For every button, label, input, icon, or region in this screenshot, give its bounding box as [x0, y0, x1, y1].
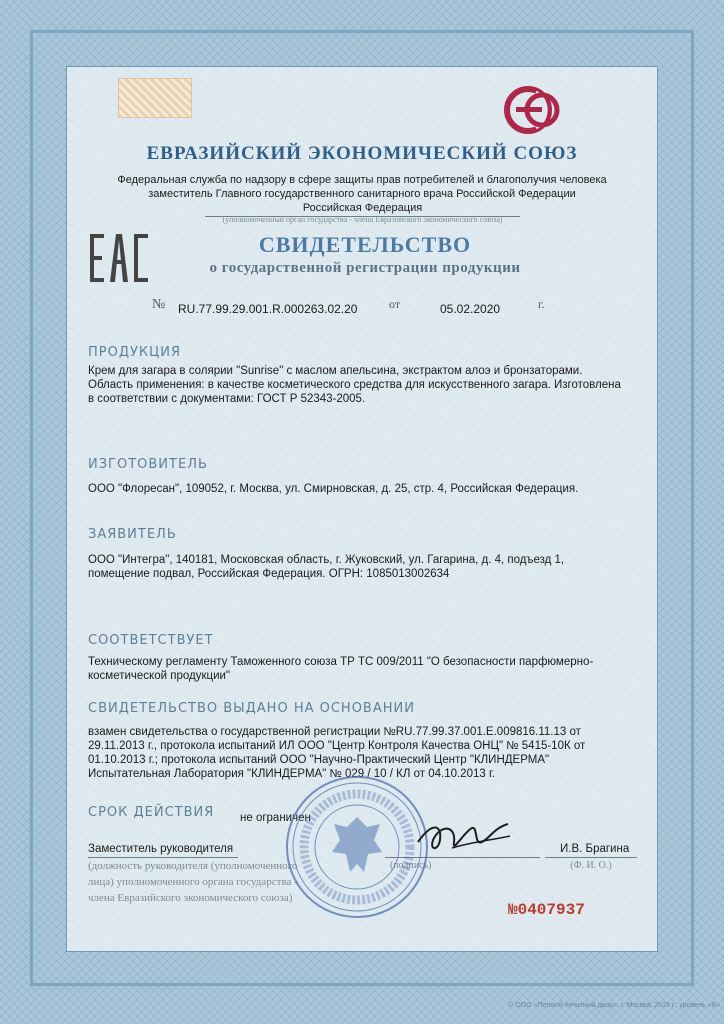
authority-line-3: Российская Федерация [205, 201, 520, 217]
manufacturer-heading: ИЗГОТОВИТЕЛЬ [88, 457, 208, 472]
number-label: № [152, 297, 166, 312]
product-line-2: Область применения: в качестве косметического средства для искусственного загара. Изготовлена [88, 379, 621, 391]
position-underline [88, 857, 238, 858]
hologram-patch [118, 78, 192, 118]
handwritten-signature [412, 812, 512, 858]
basis-line-2: 29.11.2013 г., протокола испытаний ИЛ ООО "Центр Контроля Качества ОНЦ" № 5415-10К от [88, 740, 586, 752]
signatory-name: И.В. Брагина [560, 843, 630, 855]
eac-mark-icon [88, 232, 150, 284]
authority-caption: (уполномоченный орган государства - члена Евразийского экономического союза) [222, 215, 503, 224]
applicant-line-2: помещение подвал, Российская Федерация. ОГРН: 1085013002634 [88, 568, 450, 580]
position-caption-3: члена Евразийского экономического союза) [88, 892, 293, 904]
basis-line-1: взамен свидетельства о государственной регистрации №RU.77.99.37.001.Е.009816.11.13 от [88, 726, 581, 738]
product-line-3: в соответствии с документами: ГОСТ Р 52343-2005. [88, 393, 366, 405]
signatory-position: Заместитель руководителя [88, 843, 234, 855]
conforms-line-1: Техническому регламенту Таможенного союза ТР ТС 009/2011 "О безопасности парфюмерно- [88, 656, 594, 668]
authority-line-1: Федеральная служба по надзору в сфере защиты прав потребителей и благополучия человека [117, 174, 607, 186]
certificate-title: СВИДЕТЕЛЬСТВО [258, 232, 472, 257]
name-caption: (Ф. И. О.) [570, 860, 612, 871]
union-title: ЕВРАЗИЙСКИЙ ЭКОНОМИЧЕСКИЙ СОЮЗ [146, 143, 578, 164]
serial-number: №0407937 [508, 901, 585, 919]
applicant-line-1: ООО "Интегра", 140181, Московская область, г. Жуковский, ул. Гагарина, д. 4, подъезд 1, [88, 554, 565, 566]
authority-line-2: заместитель Главного государственного санитарного врача Российской Федерации [148, 188, 576, 200]
basis-line-3: 01.10.2013 г.; протокола испытаний ООО "Научно-Практический Центр "КЛИНДЕРМА" [88, 754, 550, 766]
certificate-subtitle: о государственной регистрации продукции [209, 260, 521, 276]
position-caption-2: лица) уполномоченного органа государства - [88, 876, 298, 888]
date-label: от [389, 297, 401, 311]
certificate-date: 05.02.2020 [440, 302, 501, 316]
position-caption-1: (должность руководителя (уполномоченного [88, 860, 298, 872]
printer-imprint: © ООО «Первый печатный двор», г. Москва, 2019 г., уровень «В» [508, 1002, 720, 1009]
manufacturer-line-1: ООО "Флоресан", 109052, г. Москва, ул. Смирновская, д. 25, стр. 4, Российская Федерация. [88, 483, 579, 495]
conforms-heading: СООТВЕТСТВУЕТ [88, 633, 214, 648]
official-stamp-icon [282, 772, 432, 922]
product-heading: ПРОДУКЦИЯ [88, 345, 182, 360]
year-suffix: г. [538, 297, 545, 311]
validity-value: не ограничен [240, 812, 311, 824]
basis-heading: СВИДЕТЕЛЬСТВО ВЫДАНО НА ОСНОВАНИИ [88, 701, 415, 716]
applicant-heading: ЗАЯВИТЕЛЬ [88, 527, 177, 542]
conforms-line-2: косметической продукции" [88, 670, 231, 682]
certificate-number: RU.77.99.29.001.R.000263.02.20 [178, 302, 358, 316]
signature-caption: (подпись) [390, 860, 432, 871]
product-line-1: Крем для загара в солярии "Sunrise" с маслом апельсина, экстрактом алоэ и бронзаторами. [88, 365, 583, 377]
basis-line-4: Испытательная Лаборатория "КЛИНДЕРМА" № 029 / 10 / КЛ от 04.10.2013 г. [88, 768, 495, 780]
name-underline [545, 857, 637, 858]
validity-heading: СРОК ДЕЙСТВИЯ [88, 805, 215, 820]
sanepid-logo-icon [502, 84, 560, 136]
